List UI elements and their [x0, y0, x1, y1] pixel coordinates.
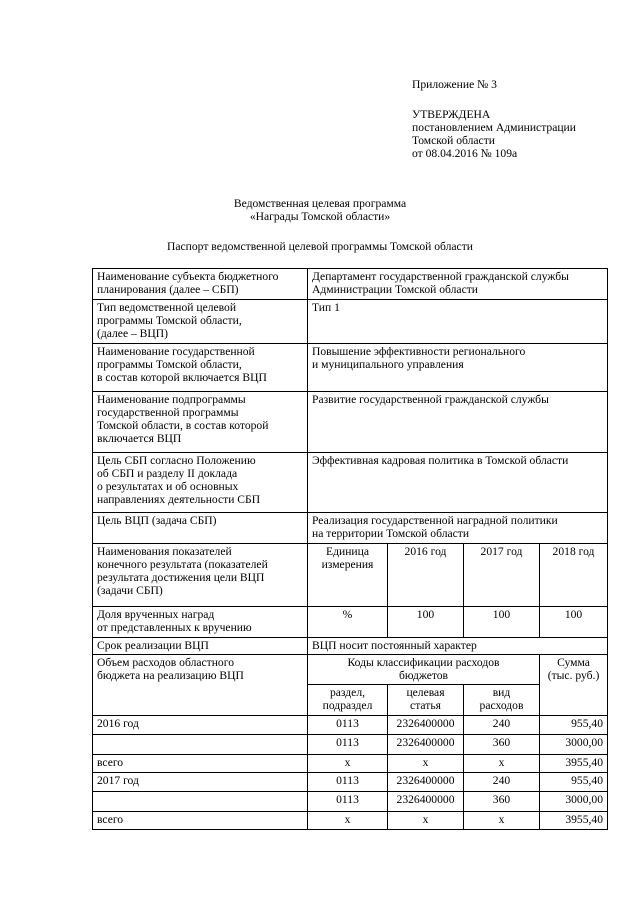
expense-article: 2326400000	[388, 773, 464, 792]
expense-article: 2326400000	[388, 735, 464, 755]
approved-stamp: УТВЕРЖДЕНА	[412, 108, 491, 121]
table-row	[93, 655, 608, 685]
expense-sum: 3000,00	[540, 735, 608, 755]
cell-text: Цель СБП согласно Положению	[97, 454, 256, 467]
share-unit: %	[308, 607, 388, 638]
goal-value: Эффективная кадровая политика в Томской области	[308, 453, 608, 513]
cell-text: Единица	[326, 545, 369, 558]
expense-sum: 3000,00	[540, 792, 608, 812]
expense-kind-header	[464, 685, 540, 716]
table-row	[93, 392, 608, 453]
subprogram-label	[93, 392, 308, 453]
cell-text: Наименование государственной	[97, 345, 255, 358]
cell-text: Сумма	[557, 656, 590, 669]
subject-label	[93, 269, 308, 300]
expense-kind: х	[464, 755, 540, 773]
cell-text: Коды классификации расходов	[347, 656, 500, 669]
expense-section: 0113	[308, 773, 388, 792]
expense-row	[93, 755, 608, 773]
cell-text: об СБП и разделу II доклада	[97, 467, 238, 480]
expense-section: 0113	[308, 735, 388, 755]
approval-line-2: Томской области	[412, 134, 495, 147]
cell-text: Доля врученных наград	[97, 608, 215, 621]
expense-kind: 240	[464, 716, 540, 735]
share-2018: 100	[540, 607, 608, 638]
expense-article: 2326400000	[388, 792, 464, 812]
cell-text: раздел,	[329, 686, 366, 699]
expenses-label	[93, 655, 308, 716]
type-value: Тип 1	[308, 300, 608, 344]
section-header	[308, 685, 388, 716]
expense-sum: 955,40	[540, 773, 608, 792]
cell-text: результата достижения цели ВЦП	[97, 571, 265, 584]
cell-text: Тип ведомственной целевой	[97, 301, 237, 314]
approval-line-3: от 08.04.2016 № 109а	[412, 147, 518, 160]
year-2017-header: 2017 год	[464, 544, 540, 607]
subprogram-value: Развитие государственной гражданской службы	[308, 392, 608, 453]
expense-sum: 3955,40	[540, 755, 608, 773]
cell-text: программы Томской области,	[97, 314, 242, 327]
expense-row	[93, 792, 608, 812]
passport-title	[0, 240, 640, 253]
cell-text: бюджетов	[398, 669, 449, 682]
expense-article: х	[388, 755, 464, 773]
expense-label	[93, 792, 308, 812]
cell-text: в состав которой включается ВЦП	[97, 371, 267, 384]
share-2017: 100	[464, 607, 540, 638]
cell-text: бюджета на реализацию ВЦП	[97, 669, 244, 682]
table-row	[93, 269, 608, 300]
cell-text: Объем расходов областного	[97, 656, 234, 669]
expense-label: 2016 год	[93, 716, 308, 735]
table-row	[93, 453, 608, 513]
table-row	[93, 544, 608, 607]
cell-text: Администрации Томской области	[312, 283, 478, 296]
cell-text: Повышение эффективности регионального	[312, 345, 526, 358]
expense-kind: 360	[464, 735, 540, 755]
passport-title-text: Паспорт ведомственной целевой программы Томской области	[167, 240, 473, 253]
cell-text: Наименования показателей	[97, 545, 232, 558]
cell-text: на территории Томской области	[312, 527, 470, 540]
cell-text: целевая	[406, 686, 445, 699]
expense-row	[93, 773, 608, 792]
cell-text: Реализация государственной наградной политики	[312, 514, 558, 527]
expense-sum: 3955,40	[540, 812, 608, 830]
cell-text: направлениях деятельности СБП	[97, 493, 261, 506]
expense-row	[93, 812, 608, 830]
year-2018-header: 2018 год	[540, 544, 608, 607]
sum-header	[540, 655, 608, 716]
state-program-label	[93, 344, 308, 392]
program-title	[0, 197, 640, 223]
cell-text: (задачи СБП)	[97, 584, 163, 597]
state-program-value	[308, 344, 608, 392]
cell-text: государственной программы	[97, 406, 239, 419]
year-2016-header: 2016 год	[388, 544, 464, 607]
cell-text: и муниципального управления	[312, 358, 464, 371]
cell-text: включается ВЦП	[97, 432, 182, 445]
passport-table	[92, 268, 608, 830]
expense-section: 0113	[308, 716, 388, 735]
share-label	[93, 607, 308, 638]
expense-section: х	[308, 755, 388, 773]
expense-article: х	[388, 812, 464, 830]
appendix-number: Приложение № 3	[412, 78, 497, 91]
cell-text: подраздел	[322, 699, 373, 712]
approval-line-1: постановлением Администрации	[412, 121, 576, 134]
cell-text: Наименование субъекта бюджетного	[97, 270, 279, 283]
cell-text: Томской области, в состав которой	[97, 419, 269, 432]
unit-header	[308, 544, 388, 607]
cell-text: расходов	[479, 699, 524, 712]
indicators-label	[93, 544, 308, 607]
expense-kind: х	[464, 812, 540, 830]
cell-text: измерения	[321, 558, 374, 571]
expense-label: всего	[93, 812, 308, 830]
table-row	[93, 607, 608, 638]
cell-text: о результатах и об основных	[97, 480, 239, 493]
table-row	[93, 300, 608, 344]
program-title-line-1: Ведомственная целевая программа	[233, 197, 407, 210]
expense-section: х	[308, 812, 388, 830]
goal-label	[93, 453, 308, 513]
table-row	[93, 638, 608, 655]
table-row	[93, 513, 608, 544]
cell-text: от представленных к вручению	[97, 621, 252, 634]
subject-value	[308, 269, 608, 300]
expense-kind: 240	[464, 773, 540, 792]
cell-text: вид	[492, 686, 511, 699]
expense-label	[93, 735, 308, 755]
program-title-line-2: «Награды Томской области»	[249, 210, 391, 223]
vcp-goal-label: Цель ВЦП (задача СБП)	[93, 513, 308, 544]
cell-text: планирования (далее – СБП)	[97, 283, 239, 296]
share-2016: 100	[388, 607, 464, 638]
approval-block	[412, 78, 632, 160]
cell-text: конечного результата (показателей	[97, 558, 268, 571]
expense-row	[93, 716, 608, 735]
type-label	[93, 300, 308, 344]
term-label: Срок реализации ВЦП	[93, 638, 308, 655]
cell-text: (тыс. руб.)	[547, 669, 600, 682]
cell-text: (далее – ВЦП)	[97, 327, 169, 340]
cell-text: статья	[410, 699, 441, 712]
expense-row	[93, 735, 608, 755]
expense-article: 2326400000	[388, 716, 464, 735]
vcp-goal-value	[308, 513, 608, 544]
codes-header	[308, 655, 540, 685]
cell-text: Департамент государственной гражданской службы	[312, 270, 569, 283]
table-row	[93, 344, 608, 392]
cell-text: программы Томской области,	[97, 358, 242, 371]
cell-text: Наименование подпрограммы	[97, 393, 246, 406]
expense-section: 0113	[308, 792, 388, 812]
expense-sum: 955,40	[540, 716, 608, 735]
expense-kind: 360	[464, 792, 540, 812]
expense-label: всего	[93, 755, 308, 773]
term-value: ВЦП носит постоянный характер	[308, 638, 608, 655]
expense-label: 2017 год	[93, 773, 308, 792]
target-article-header	[388, 685, 464, 716]
